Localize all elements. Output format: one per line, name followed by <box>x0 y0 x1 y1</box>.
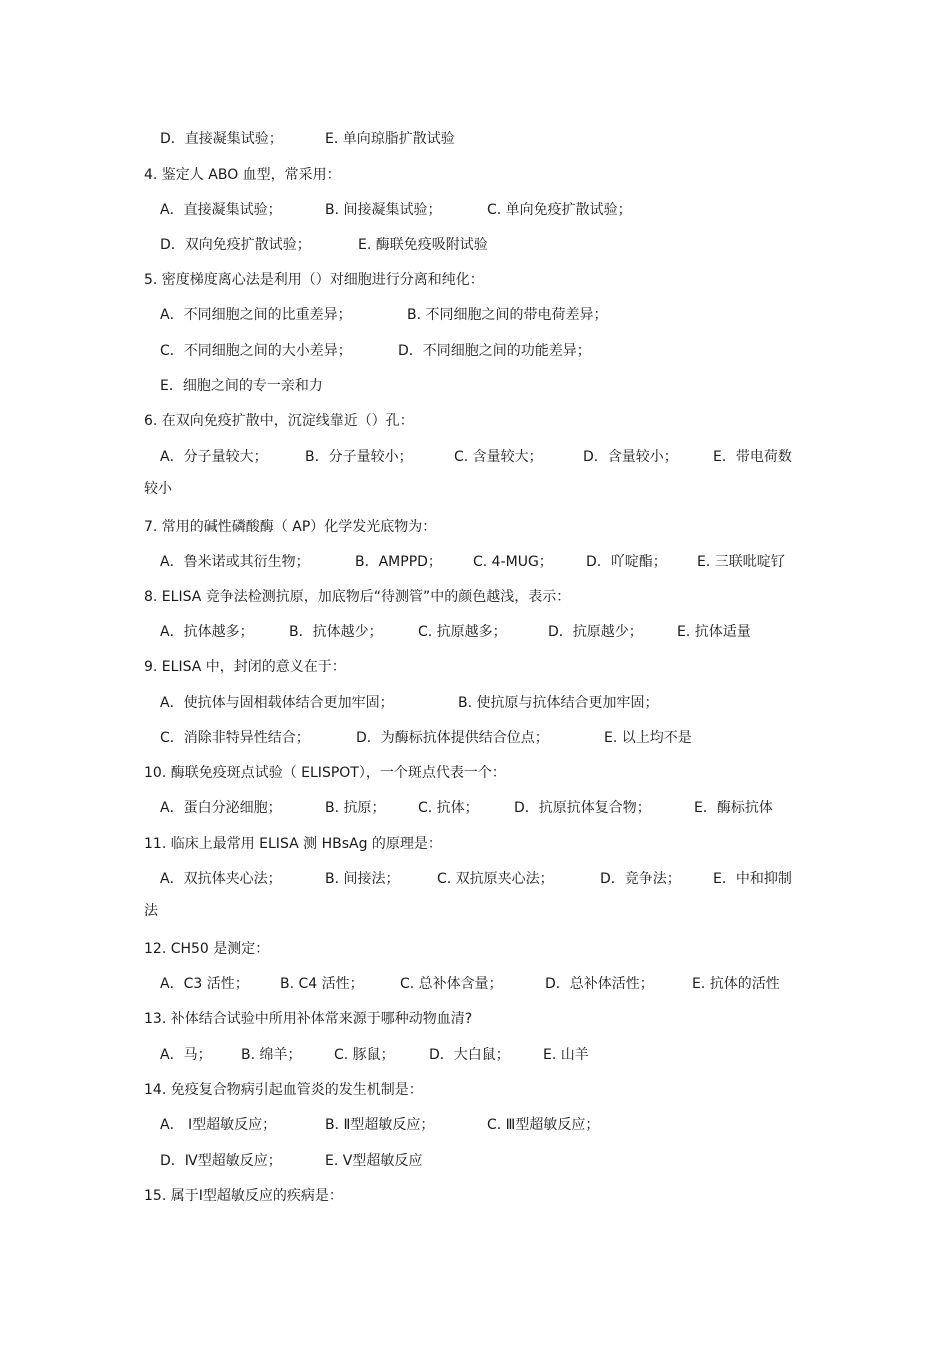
question-12: 12. CH50 是测定： <box>144 941 270 957</box>
option-b: B. 抗原； <box>325 800 386 816</box>
option-c: C. 4-MUG； <box>473 554 553 570</box>
option-e: E．带电荷数 <box>713 449 792 465</box>
option-e: E．酶标抗体 <box>694 800 773 816</box>
option-d: D．含量较小； <box>583 449 678 465</box>
question-6: 6. 在双向免疫扩散中，沉淀线靠近（）孔： <box>144 413 414 429</box>
option-c: C．不同细胞之间的大小差异； <box>160 343 352 359</box>
option-d: D．为酶标抗体提供结合位点； <box>356 730 549 746</box>
option-c: C．消除非特异性结合； <box>160 730 310 746</box>
option-a: A．双抗体夹心法； <box>160 871 282 887</box>
option-c: C. 总补体含量； <box>400 976 503 992</box>
option-d: D．Ⅳ型超敏反应； <box>160 1153 282 1169</box>
option-d: D．双向免疫扩散试验； <box>160 237 311 253</box>
option-d: D．大白鼠； <box>429 1047 510 1063</box>
option-e: E. 以上均不是 <box>604 730 692 746</box>
option-a: A．直接凝集试验； <box>160 202 282 218</box>
question-9: 9. ELISA 中，封闭的意义在于： <box>144 659 346 675</box>
question-5: 5. 密度梯度离心法是利用（）对细胞进行分离和纯化： <box>144 272 484 288</box>
option-a: A．蛋白分泌细胞； <box>160 800 282 816</box>
option-e: E. Ⅴ型超敏反应 <box>325 1153 423 1169</box>
option-a: A．抗体越多； <box>160 624 254 640</box>
option-c: C. 含量较大； <box>454 449 543 465</box>
option-e-wrap: 法 <box>144 903 158 919</box>
option-d: D．不同细胞之间的功能差异； <box>398 343 591 359</box>
option-b: B．分子量较小； <box>305 449 413 465</box>
option-b: B. 间接凝集试验； <box>325 202 442 218</box>
option-a: A． Ⅰ型超敏反应； <box>160 1117 277 1133</box>
option-a: A．马； <box>160 1047 212 1063</box>
option-b: B. 不同细胞之间的带电荷差异； <box>407 307 608 323</box>
question-13: 13. 补体结合试验中所用补体常来源于哪种动物血清? <box>144 1011 473 1027</box>
question-14: 14. 免疫复合物病引起血管炎的发生机制是： <box>144 1082 423 1098</box>
option-b: B. 使抗原与抗体结合更加牢固； <box>458 695 659 711</box>
option-a: A．C3 活性； <box>160 976 249 992</box>
option-e: E. 抗体的活性 <box>692 976 780 992</box>
option-e: E. 山羊 <box>543 1047 589 1063</box>
question-11: 11. 临床上最常用 ELISA 测 HBsAg 的原理是： <box>144 836 442 852</box>
option-b: B. Ⅱ型超敏反应； <box>325 1117 435 1133</box>
option-a: A．不同细胞之间的比重差异； <box>160 307 352 323</box>
option-c: C. Ⅲ型超敏反应； <box>487 1117 600 1133</box>
option-a: A．使抗体与固相载体结合更加牢固； <box>160 695 394 711</box>
option-c: C. 抗体； <box>418 800 479 816</box>
option-e: E. 抗体适量 <box>677 624 751 640</box>
option-d: D．抗原抗体复合物； <box>514 800 651 816</box>
question-8: 8. ELISA 竞争法检测抗原，加底物后“待测管”中的颜色越浅，表示： <box>144 589 571 605</box>
question-15: 15. 属于Ⅰ型超敏反应的疾病是： <box>144 1188 343 1204</box>
option-d: D．总补体活性； <box>545 976 654 992</box>
option-b: B. 绵羊； <box>241 1047 302 1063</box>
option-a: A．分子量较大； <box>160 449 268 465</box>
option-b: B．抗体越少； <box>289 624 383 640</box>
option-d: D．吖啶酯； <box>586 554 667 570</box>
option-b: B．AMPPD； <box>355 554 442 570</box>
option-c: C. 豚鼠； <box>334 1047 395 1063</box>
option-c: C. 双抗原夹心法； <box>437 871 554 887</box>
option-d: D．直接凝集试验； <box>160 131 283 147</box>
option-b: B. 间接法； <box>325 871 400 887</box>
option-e: E．细胞之间的专一亲和力 <box>160 378 323 394</box>
option-d: D．竞争法； <box>600 871 681 887</box>
option-c: C. 抗原越多； <box>418 624 507 640</box>
question-10: 10. 酶联免疫斑点试验（ ELISPOT），一个斑点代表一个： <box>144 765 506 781</box>
option-d: D．抗原越少； <box>548 624 643 640</box>
option-a: A．鲁米诺或其衍生物； <box>160 554 310 570</box>
option-e: E. 三联吡啶钌 <box>697 554 785 570</box>
option-e: E. 酶联免疫吸附试验 <box>358 237 488 253</box>
question-4: 4. 鉴定人 ABO 血型，常采用： <box>144 167 341 183</box>
option-c: C. 单向免疫扩散试验； <box>487 202 632 218</box>
question-7: 7. 常用的碱性磷酸酶（ AP）化学发光底物为： <box>144 519 437 535</box>
option-e-wrap: 较小 <box>144 481 172 497</box>
option-e: E．中和抑制 <box>713 871 792 887</box>
option-e: E. 单向琼脂扩散试验 <box>325 131 455 147</box>
option-b: B. C4 活性； <box>280 976 364 992</box>
